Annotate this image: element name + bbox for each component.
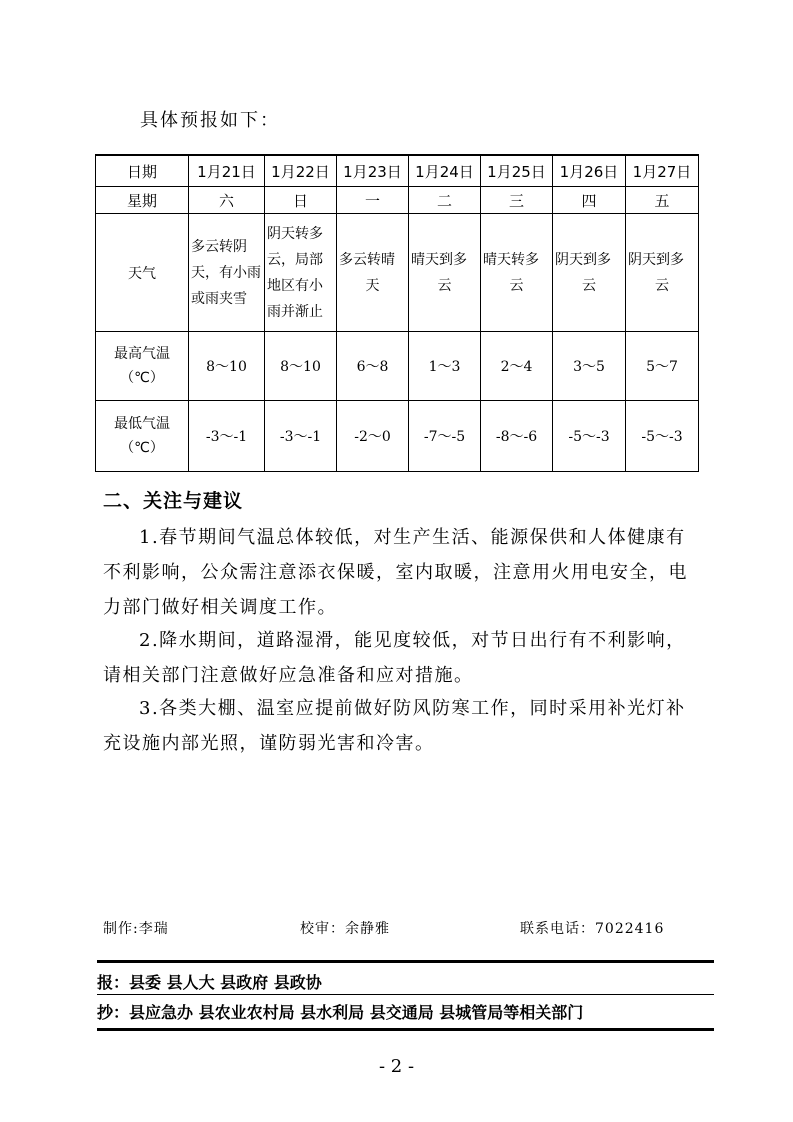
weekday-cell: 二 [409, 187, 481, 214]
high-temp-row [96, 332, 699, 401]
weekday-label: 星期 [96, 187, 189, 214]
date-cell: 1月27日 [626, 155, 699, 187]
weather-cell: 多云转阴 天，有小雨 或雨夹雪 [189, 214, 265, 332]
date-cell: 1月23日 [337, 155, 409, 187]
date-cell: 1月21日 [189, 155, 265, 187]
weather-cell: 晴天转多 云 [481, 214, 553, 332]
advice-paragraph-3: 3.各类大棚、温室应提前做好防风防寒工作，同时采用补光灯补充设施内部光照，谨防弱光害和冷害。 [103, 698, 686, 754]
weekday-row [96, 187, 699, 214]
date-cell: 1月26日 [553, 155, 626, 187]
low-temp-cell: -3～-1 [189, 401, 265, 472]
high-temp-cell: 2～4 [481, 332, 553, 401]
advice-paragraph-1: 1.春节期间气温总体较低，对生产生活、能源保供和人体健康有不利影响，公众需注意添衣保暖，室内取暖，注意用火用电安全，电力部门做好相关调度工作。 [103, 527, 688, 618]
author-credit: 制作:李瑞 [103, 921, 169, 937]
forecast-table [95, 154, 699, 472]
weather-label: 天气 [96, 214, 189, 332]
low-temp-label: 最低气温 （℃） [96, 401, 189, 472]
advice-paragraph-2: 2.降水期间，道路湿滑，能见度较低，对节日出行有不利影响，请相关部门注意做好应急准备和应对措施。 [103, 630, 686, 686]
report-to-line: 报：县委 县人大 县政府 县政协 [97, 973, 322, 992]
weekday-cell: 五 [626, 187, 699, 214]
high-temp-label: 最高气温 （℃） [96, 332, 189, 401]
weather-cell: 晴天到多 云 [409, 214, 481, 332]
weekday-cell: 三 [481, 187, 553, 214]
low-temp-cell: -5～-3 [626, 401, 699, 472]
page-number: - 2 - [378, 1056, 415, 1077]
low-temp-cell: -7～-5 [409, 401, 481, 472]
weather-cell: 多云转晴 天 [337, 214, 409, 332]
distribution-top-rule [97, 960, 714, 963]
weekday-cell: 日 [265, 187, 337, 214]
weather-row [96, 214, 699, 332]
date-cell: 1月25日 [481, 155, 553, 187]
high-temp-cell: 8～10 [189, 332, 265, 401]
date-cell: 1月22日 [265, 155, 337, 187]
low-temp-row [96, 401, 699, 472]
date-label: 日期 [96, 155, 189, 187]
high-temp-cell: 1～3 [409, 332, 481, 401]
weather-cell: 阴天到多 云 [626, 214, 699, 332]
low-temp-cell: -5～-3 [553, 401, 626, 472]
section-heading: 二、关注与建议 [103, 490, 244, 512]
low-temp-cell: -2～0 [337, 401, 409, 472]
high-temp-cell: 6～8 [337, 332, 409, 401]
date-cell: 1月24日 [409, 155, 481, 187]
weekday-cell: 六 [189, 187, 265, 214]
weekday-cell: 一 [337, 187, 409, 214]
date-row [96, 155, 699, 187]
low-temp-cell: -3～-1 [265, 401, 337, 472]
weather-cell: 阴天到多 云 [553, 214, 626, 332]
intro-text: 具体预报如下： [140, 110, 280, 131]
contact-phone: 联系电话：7022416 [520, 921, 665, 937]
distribution-middle-rule [97, 994, 714, 995]
low-temp-cell: -8～-6 [481, 401, 553, 472]
high-temp-cell: 3～5 [553, 332, 626, 401]
high-temp-cell: 8～10 [265, 332, 337, 401]
high-temp-cell: 5～7 [626, 332, 699, 401]
weekday-cell: 四 [553, 187, 626, 214]
copy-to-line: 抄：县应急办 县农业农村局 县水利局 县交通局 县城管局等相关部门 [97, 1003, 584, 1022]
reviewer-credit: 校审：余静雅 [300, 921, 390, 937]
weather-cell: 阴天转多 云，局部 地区有小 雨并渐止 [265, 214, 337, 332]
distribution-bottom-rule [97, 1028, 714, 1031]
